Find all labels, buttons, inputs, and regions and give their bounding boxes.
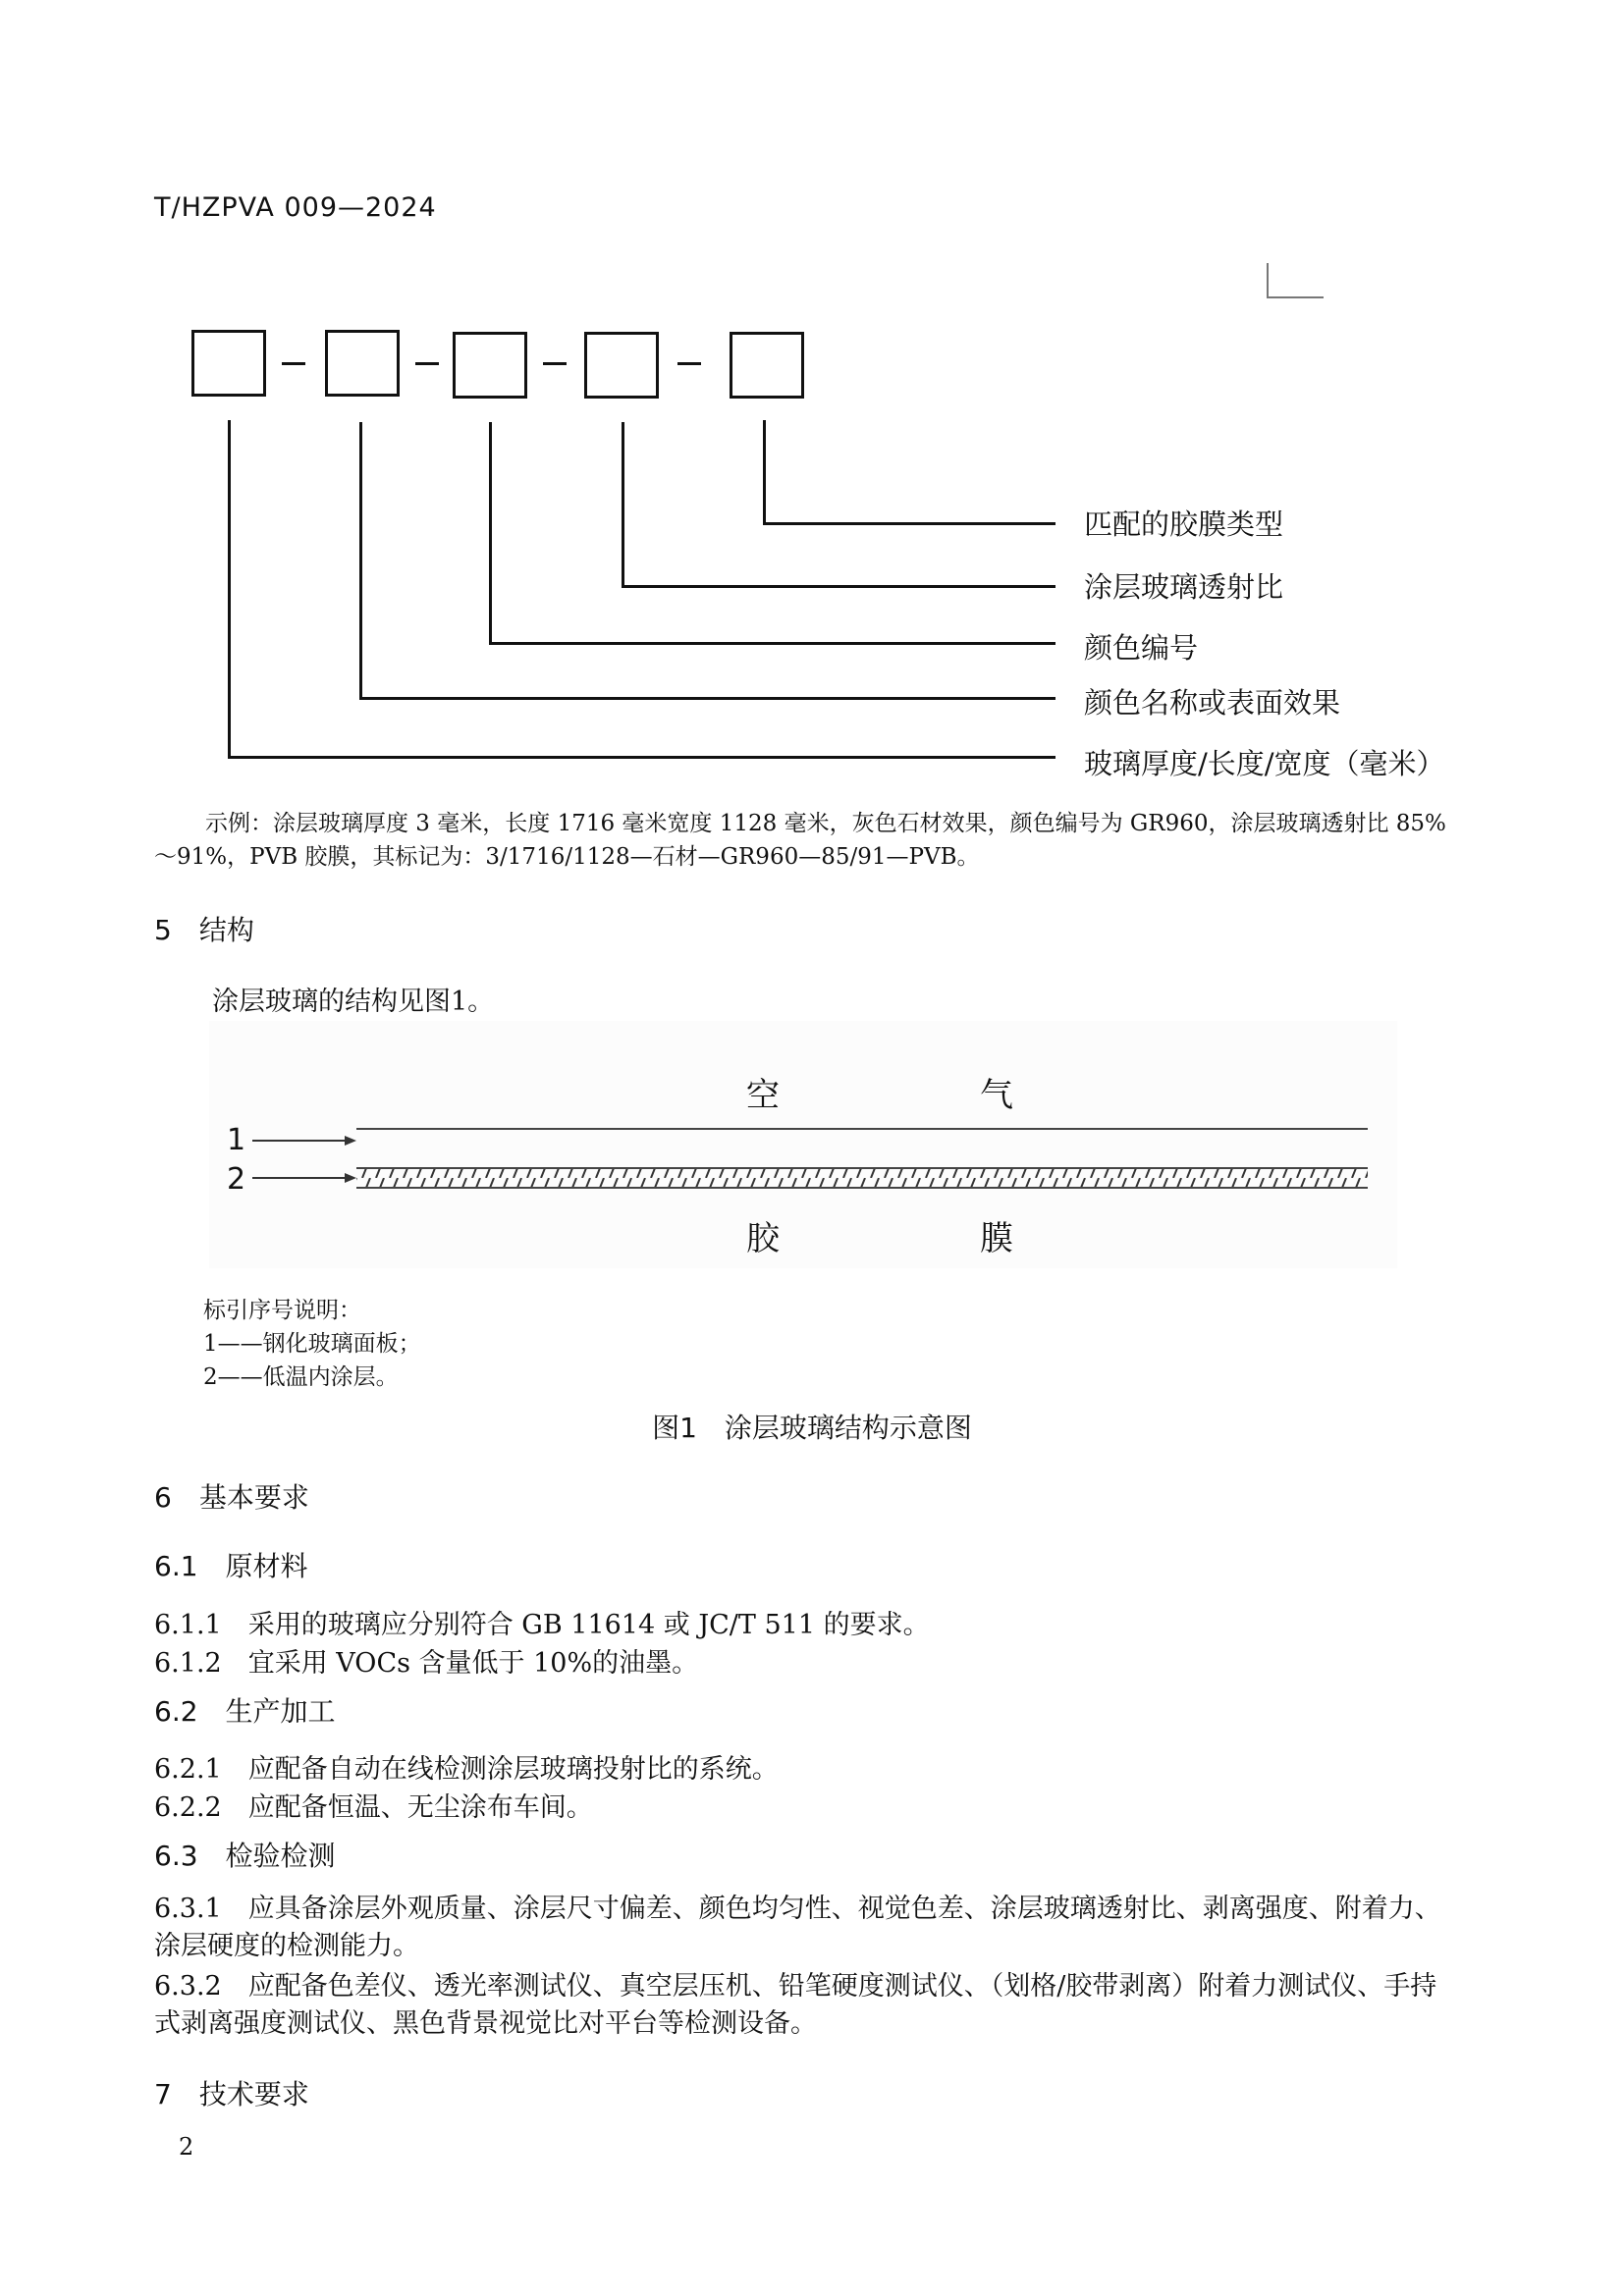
code-box-1	[191, 330, 266, 397]
label-transmittance: 涂层玻璃透射比	[1084, 570, 1284, 604]
leader-line	[489, 642, 1056, 645]
code-box-3	[453, 332, 527, 399]
leader-line	[489, 422, 492, 645]
leader-line	[622, 422, 624, 588]
clause-6-3-1: 6.3.1 应具备涂层外观质量、涂层尺寸偏差、颜色均匀性、视觉色差、涂层玻璃透射比、剥离强度、附着力、涂层硬度的检测能力。	[154, 1894, 1441, 1961]
crop-mark	[1267, 263, 1324, 298]
page-number: 2	[179, 2133, 194, 2161]
legend-item-2: 2——低温内涂层。	[203, 1364, 399, 1390]
label-color-name: 颜色名称或表面效果	[1084, 686, 1341, 720]
leader-line	[622, 585, 1056, 588]
section-6-1-heading: 6.1 原材料	[154, 1550, 308, 1582]
figure-caption: 图1 涂层玻璃结构示意图	[652, 1412, 972, 1444]
marker-2: 2	[227, 1162, 246, 1197]
leader-line	[763, 420, 766, 525]
structure-figure	[209, 1021, 1397, 1268]
code-dash	[677, 362, 701, 365]
code-dash	[415, 362, 439, 365]
leader-line	[359, 697, 1056, 700]
leader-line	[228, 420, 231, 759]
leader-line	[359, 422, 362, 700]
clause-6-2-1: 6.2.1 应配备自动在线检测涂层玻璃投射比的系统。	[154, 1754, 779, 1785]
code-dash	[282, 362, 305, 365]
section-5-intro: 涂层玻璃的结构见图1。	[212, 987, 495, 1017]
clause-6-1-2: 6.1.2 宜采用 VOCs 含量低于 10%的油墨。	[154, 1648, 699, 1679]
section-7-heading: 7 技术要求	[154, 2078, 309, 2110]
clause-6-1-1: 6.1.1 采用的玻璃应分别符合 GB 11614 或 JC/T 511 的要求。	[154, 1610, 930, 1640]
section-5-heading: 5 结构	[154, 914, 254, 946]
code-box-5	[730, 332, 804, 399]
example-text: 涂层玻璃厚度 3 毫米，长度 1716 毫米宽度 1128 毫米，灰色石材效果，颜色编号为 GR960，涂层玻璃透射比 85%～91%，PVB 胶膜，其标记为：3/1716/1128—石材—GR960—85/91—PVB。	[154, 811, 1446, 870]
label-film-type: 匹配的胶膜类型	[1084, 507, 1284, 541]
code-box-2	[325, 330, 400, 397]
document-code: T/HZPVA 009—2024	[154, 192, 437, 223]
legend-item-1: 1——钢化玻璃面板；	[203, 1331, 421, 1357]
film-label: 胶 膜	[746, 1219, 1013, 1258]
arrow-2-head	[345, 1173, 356, 1183]
example-label: 示例：	[205, 811, 273, 836]
section-6-3-heading: 6.3 检验检测	[154, 1840, 336, 1872]
coating-layer	[356, 1169, 1368, 1188]
section-6-2-heading: 6.2 生产加工	[154, 1695, 336, 1728]
air-label: 空 气	[746, 1076, 1013, 1115]
clause-6-3-2: 6.3.2 应配备色差仪、透光率测试仪、真空层压机、铅笔硬度测试仪、（划格/胶带剥离）附着力测试仪、手持式剥离强度测试仪、黑色背景视觉比对平台等检测设备。	[154, 1971, 1437, 2039]
clause-6-2-2: 6.2.2 应配备恒温、无尘涂布车间。	[154, 1792, 593, 1823]
legend-title: 标引序号说明：	[203, 1298, 361, 1323]
section-6-heading: 6 基本要求	[154, 1481, 309, 1514]
leader-line	[228, 756, 1056, 759]
label-color-number: 颜色编号	[1084, 631, 1199, 665]
label-dimensions: 玻璃厚度/长度/宽度（毫米）	[1084, 747, 1445, 780]
example-note	[154, 807, 1450, 874]
code-box-4	[584, 332, 659, 399]
leader-line	[763, 522, 1056, 525]
arrow-1-head	[345, 1136, 356, 1146]
marker-1: 1	[227, 1123, 246, 1157]
code-dash	[543, 362, 567, 365]
